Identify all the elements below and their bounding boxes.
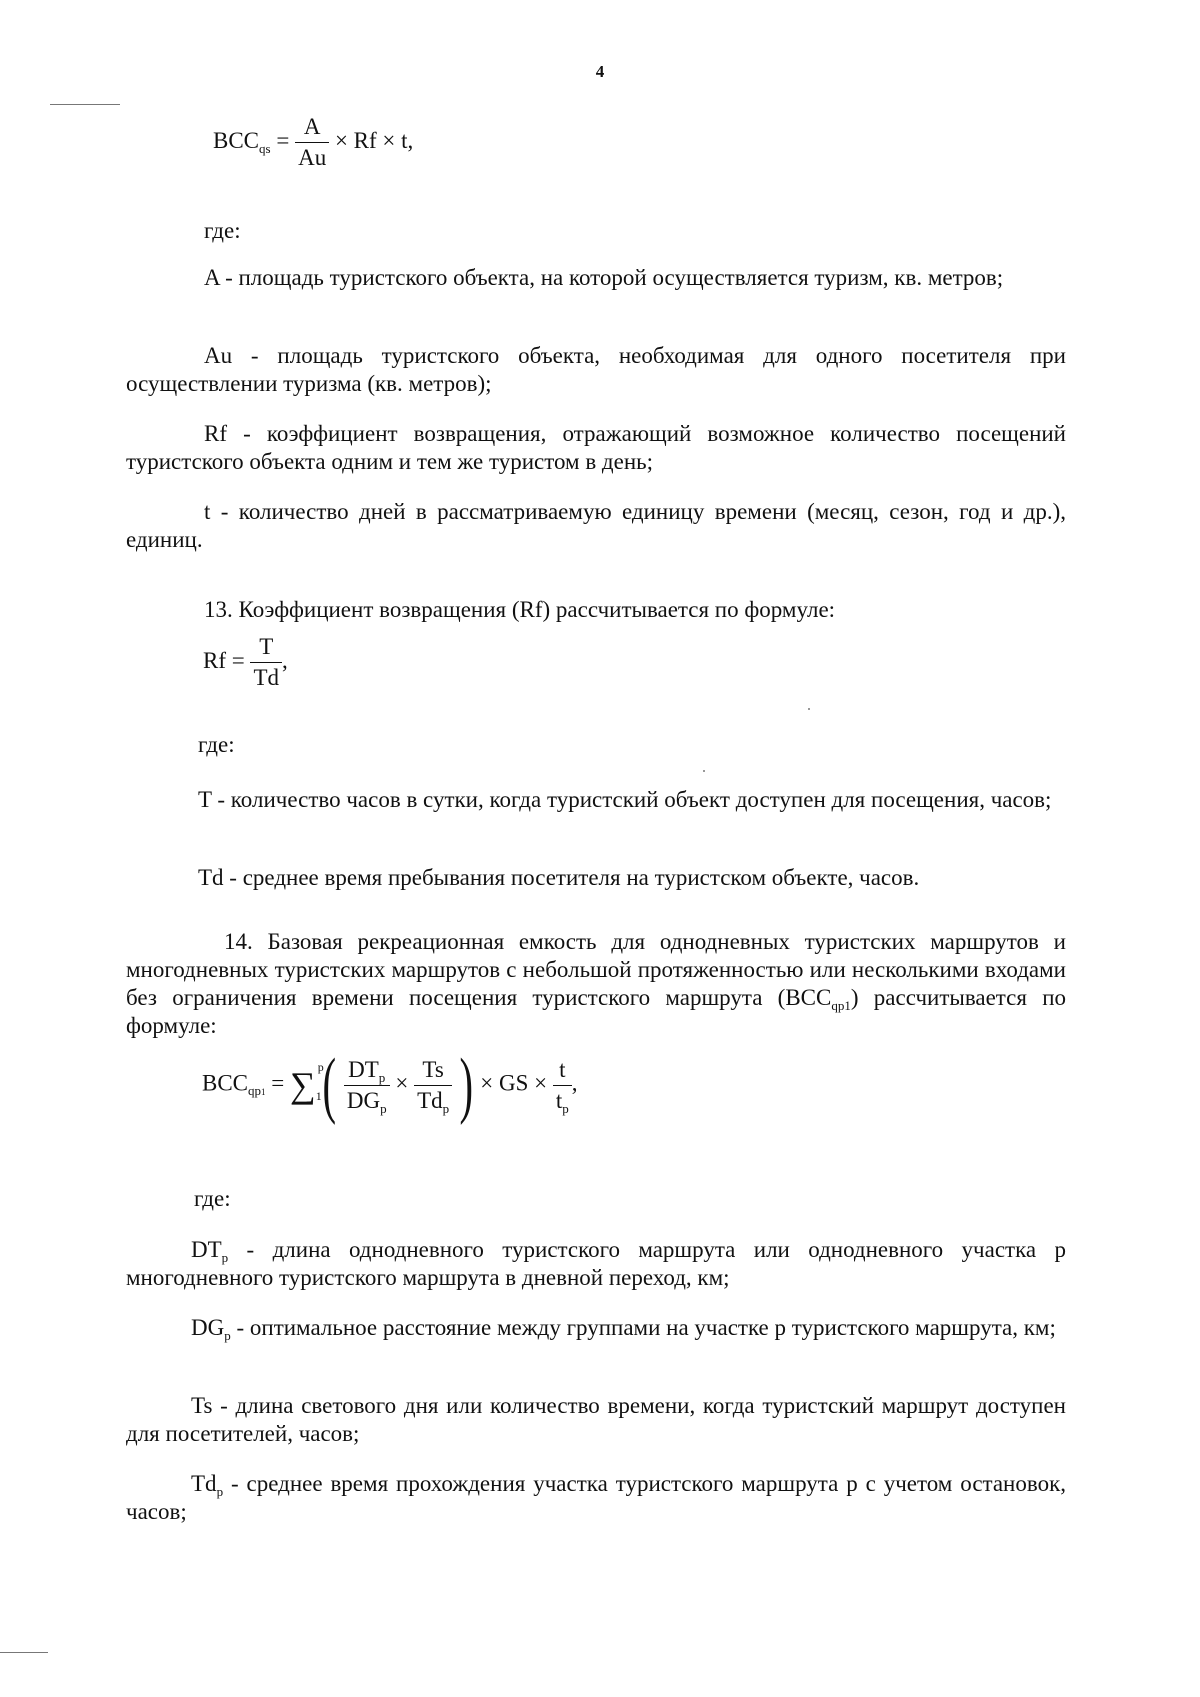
sum-symbol: ∑ p 1 xyxy=(290,1060,324,1105)
where-label: где: xyxy=(198,732,235,757)
definition-A: A - площадь туристского объекта, на которой осуществляется туризм, кв. метров; xyxy=(204,265,1004,290)
paragraph-13: 13. Коэффициент возвращения (Rf) рассчитывается по формуле: xyxy=(204,597,836,622)
definition-Au: Au - площадь туристского объекта, необходимая для одного посетителя при осуществлении туризма (кв. метров); xyxy=(126,343,1066,396)
fraction: $\frac{T}{Td}$ xyxy=(250,632,282,693)
scan-speck xyxy=(703,770,705,772)
definition-Tdp: $Td_p$ - среднее время прохождения участка туристского маршрута p с учетом остановок, часов; xyxy=(126,1471,1066,1524)
formula-bcc-qp1: $BCC_{qp1}$ = ∑ p 1 ( $DT_p$ $DG_p$ × Ts $Td_p$ ) × GS × $\frac{t}{t_p}$ , xyxy=(202,1044,578,1126)
definition-DGp: $DG_p$ - оптимальное расстояние между группами на участке p туристского маршрута, км; xyxy=(191,1315,1056,1343)
fraction: Ts $Td_p$ xyxy=(414,1055,452,1116)
scan-speck xyxy=(808,708,810,710)
definition-Td: Td - среднее время пребывания посетителя на туристском объекте, часов. xyxy=(198,865,920,890)
scan-mark xyxy=(0,1652,48,1653)
fraction: $DT_p$ $DG_p$ xyxy=(344,1055,390,1116)
fraction: $\frac{A}{Au}$ xyxy=(295,112,329,173)
paragraph-14: 14. Базовая рекреационная емкость для однодневных туристских маршрутов и многодневных туристских маршрутов с небольшой протяженностью или несколькими входами без ограничения времени посещения туристского маршрута $(BCC_{qp1})$ рассчитывается по формуле: xyxy=(126,929,1066,1038)
formula-rf: Rf = $\frac{T}{Td}$ , xyxy=(203,632,288,693)
where-label: где: xyxy=(194,1186,231,1211)
scan-mark xyxy=(50,104,120,105)
definition-Rf: Rf - коэффициент возвращения, отражающий возможное количество посещений туристского объекта одним и тем же туристом в день; xyxy=(126,421,1066,474)
definition-Ts: Ts - длина светового дня или количество времени, когда туристский маршрут доступен для посетителей, часов; xyxy=(126,1393,1066,1446)
definition-t: t - количество дней в рассматриваемую единицу времени (месяц, сезон, год и др.), единиц. xyxy=(126,499,1066,552)
formula-bcc-qs: $BCC_{qs}$ = $\frac{A}{Au}$ × Rf × t, xyxy=(213,112,413,173)
definition-DTp: $DT_p$ - длина однодневного туристского маршрута или однодневного участка p многодневного туристского маршрута в дневной переход, км; xyxy=(126,1237,1066,1290)
fraction: $\frac{t}{t_p}$ xyxy=(553,1055,572,1116)
page-number: 4 xyxy=(595,62,605,81)
definition-T: T - количество часов в сутки, когда туристский объект доступен для посещения, часов; xyxy=(198,787,1052,812)
where-label: где: xyxy=(204,218,241,243)
